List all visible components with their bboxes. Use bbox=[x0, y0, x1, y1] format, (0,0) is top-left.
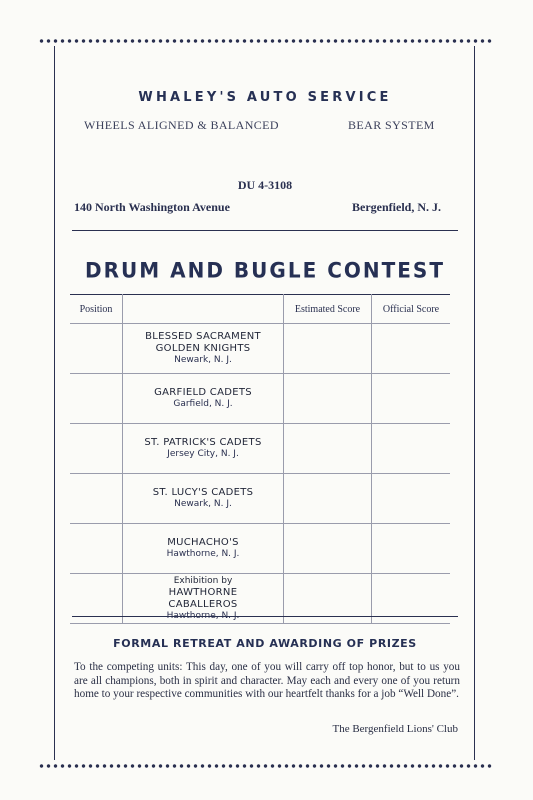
corps-name: HAWTHORNE bbox=[168, 586, 238, 598]
col-corps-header bbox=[123, 295, 284, 324]
corps-name: CABALLEROS bbox=[168, 598, 238, 610]
score-table-header bbox=[70, 295, 450, 324]
official-score-cell[interactable] bbox=[372, 374, 451, 424]
official-score-cell[interactable] bbox=[372, 424, 451, 474]
contest-title: DRUM AND BUGLE CONTEST bbox=[85, 257, 445, 283]
frame-right-line bbox=[474, 46, 475, 760]
corps-name: ST. LUCY'S CADETS bbox=[152, 487, 254, 498]
table-row bbox=[70, 524, 450, 574]
corps-prelabel: Exhibition by bbox=[173, 575, 233, 586]
corps-cell bbox=[123, 424, 284, 474]
ad-service-right: BEAR SYSTEM bbox=[348, 118, 435, 132]
corps-town: Hawthorne, N. J. bbox=[166, 549, 240, 559]
col-official-header: Official Score bbox=[372, 295, 451, 324]
estimated-score-cell[interactable] bbox=[284, 374, 372, 424]
closing-message: To the competing units: This day, one of you will carry off top honor, but to us you are all champions, both in spirit and character. May each and every one of you return home to your respective communities with our heartfelt thanks for a job “Well Done”. bbox=[74, 661, 460, 700]
col-position-header: Position bbox=[70, 295, 123, 324]
estimated-score-cell[interactable] bbox=[284, 524, 372, 574]
corps-cell bbox=[123, 324, 284, 374]
official-score-cell[interactable] bbox=[372, 524, 451, 574]
ad-address: 140 North Washington Avenue bbox=[74, 200, 230, 214]
frame-left-line bbox=[54, 46, 55, 760]
position-cell bbox=[70, 374, 123, 424]
corps-town: Jersey City, N. J. bbox=[167, 449, 239, 459]
estimated-score-cell[interactable] bbox=[284, 324, 372, 374]
corps-town: Garfield, N. J. bbox=[173, 399, 233, 409]
ad-service-left: WHEELS ALIGNED & BALANCED bbox=[84, 118, 279, 132]
divider-rule bbox=[72, 230, 458, 231]
score-table-body bbox=[70, 324, 450, 624]
position-cell bbox=[70, 424, 123, 474]
corps-name: GOLDEN KNIGHTS bbox=[155, 343, 251, 354]
estimated-score-cell[interactable] bbox=[284, 474, 372, 524]
decorative-dot-border-top bbox=[38, 37, 493, 45]
corps-name: GARFIELD CADETS bbox=[154, 387, 252, 398]
decorative-dot-border-bottom bbox=[38, 762, 493, 770]
estimated-score-cell[interactable] bbox=[284, 424, 372, 474]
ad-city: Bergenfield, N. J. bbox=[352, 200, 441, 214]
position-cell bbox=[70, 474, 123, 524]
corps-cell bbox=[123, 474, 284, 524]
corps-name: MUCHACHO'S bbox=[167, 537, 239, 548]
official-score-cell[interactable] bbox=[372, 474, 451, 524]
table-row bbox=[70, 424, 450, 474]
col-estimated-header: Estimated Score bbox=[284, 295, 372, 324]
ad-business-name: WHALEY'S AUTO SERVICE bbox=[138, 90, 392, 105]
ad-phone: DU 4-3108 bbox=[237, 178, 293, 192]
corps-town: Newark, N. J. bbox=[174, 499, 232, 509]
score-table bbox=[70, 294, 450, 624]
official-score-cell[interactable] bbox=[372, 324, 451, 374]
corps-name: BLESSED SACRAMENT bbox=[145, 331, 261, 342]
corps-cell bbox=[123, 374, 284, 424]
corps-cell bbox=[123, 524, 284, 574]
closing-heading: FORMAL RETREAT AND AWARDING OF PRIZES bbox=[113, 637, 417, 650]
divider-rule-bottom bbox=[72, 616, 458, 617]
corps-town: Newark, N. J. bbox=[174, 355, 232, 365]
table-row bbox=[70, 374, 450, 424]
corps-name: ST. PATRICK'S CADETS bbox=[144, 437, 262, 448]
table-row bbox=[70, 324, 450, 374]
closing-signature: The Bergenfield Lions' Club bbox=[332, 723, 458, 735]
position-cell bbox=[70, 524, 123, 574]
table-row bbox=[70, 474, 450, 524]
position-cell bbox=[70, 324, 123, 374]
